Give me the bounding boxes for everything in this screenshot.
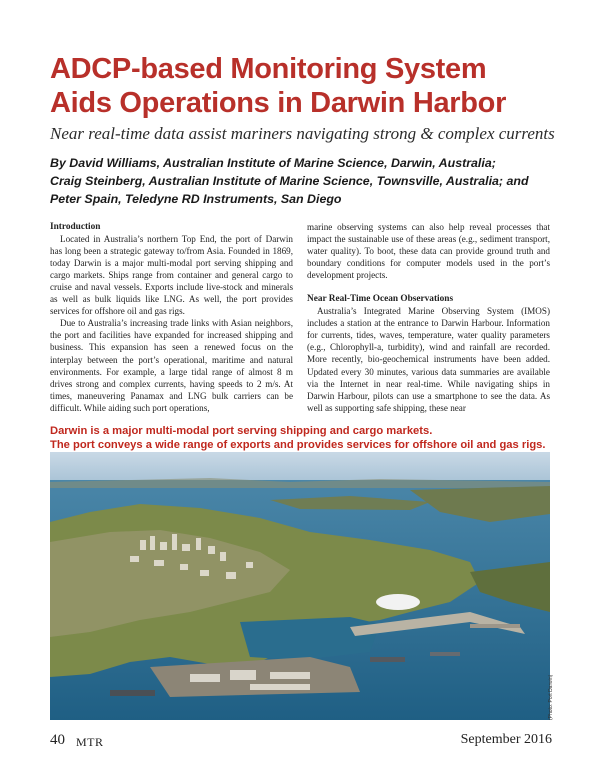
title-line-2: Aids Operations in Darwin Harbor — [50, 87, 507, 119]
left-column — [50, 221, 293, 414]
byline-line-2: Craig Steinberg, Australian Institute of Marine Science, Townsville, Australia; and — [50, 174, 529, 188]
aerial-photo-darwin-harbour — [50, 452, 550, 720]
byline-line-3: Peter Spain, Teledyne RD Instruments, San Diego — [50, 192, 342, 206]
intro-paragraph-1: Located in Australia’s northern Top End, the port of Darwin has long been a strategic gateway to/from Asia. Founded in 1869, today Darwin is a major multi-modal port serving shipping and cargo markets. Ships range from container and general cargo to cruise and naval vessels. Exports include live-stock and minerals as well as bulk liquids like LNG. As well, the port provides services for offshore oil and gas rigs. — [50, 234, 293, 317]
intro-paragraph-2: Due to Australia’s increasing trade links with Asian neighbors, the port and facilities have expanded for increased shipping and business. This expansion has seen a renewed focus on the interplay between the port’s operational, maritime and natural environments. For example, a large tidal range of almost 8 m drives strong and complex currents, having speeds to 2 m/s. At times, maneuvering Panamax and LNG bulk carriers can be difficult. While aiding such port operations, — [50, 318, 293, 413]
article-subtitle: Near real-time data assist mariners navigating strong & complex currents — [50, 124, 555, 143]
page-number: 40 — [50, 732, 65, 748]
title-line-1: ADCP-based Monitoring System — [50, 53, 487, 85]
observations-heading: Near Real-Time Ocean Observations — [307, 294, 454, 305]
magazine-name: MTR — [76, 735, 104, 749]
photo-credit: (Photo: Port Darwin) — [548, 674, 554, 720]
article-title — [50, 52, 570, 120]
right-paragraph-2: Australia’s Integrated Marine Observing System (IMOS) includes a station at the entrance to Darwin Harbour. Information for currents, tides, waves, temperature, water quality parameters (e.g., Chlorophyll-a, turbidity), wind and rainfall are recorded. More recently, bio-geochemical instruments have been added. Updated every 30 minutes, various data summaries are available via the Internet in near real-time. While navigating ships in Darwin Harbour, pilots can use a smartphone to see the data. As well as supporting safe shipping, these near — [307, 306, 550, 413]
right-paragraph-1: marine observing systems can also help reveal processes that impact the sustainable use of these areas (e.g., sediment transport, water quality). To boot, these data can provide ground truth and boundary conditions for computer models used in the port’s development projects. — [307, 222, 550, 281]
caption-line-2: The port conveys a wide range of exports and provides services for offshore oil and gas rigs. — [50, 439, 546, 451]
byline-line-1: By David Williams, Australian Institute of Marine Science, Darwin, Australia; — [50, 156, 496, 170]
right-column — [307, 221, 550, 414]
caption-line-1: Darwin is a major multi-modal port serving shipping and cargo markets. — [50, 425, 433, 437]
issue-date: September 2016 — [460, 732, 552, 747]
intro-heading: Introduction — [50, 222, 101, 232]
figure-caption — [50, 424, 570, 452]
byline — [50, 154, 570, 208]
